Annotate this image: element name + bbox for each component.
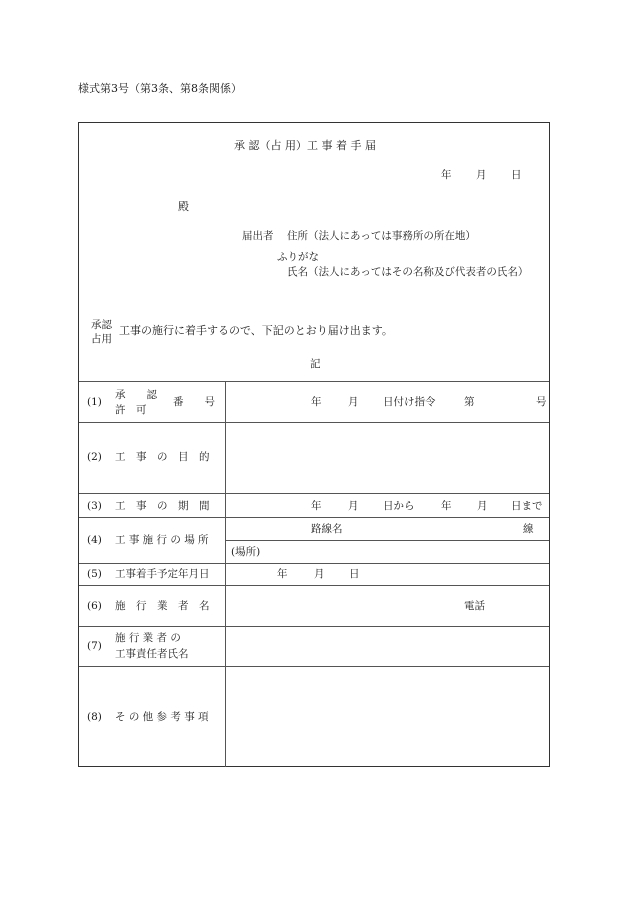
row-5-month: 月 bbox=[314, 568, 325, 580]
row-5-year: 年 bbox=[277, 568, 288, 580]
row-6-label: 施 行 業 者 名 bbox=[115, 600, 210, 612]
row-1-year: 年 bbox=[311, 396, 322, 408]
row-3-until: 日まで bbox=[511, 500, 543, 512]
row-1-label-number: 番 号 bbox=[173, 396, 215, 408]
row-3-month-end: 月 bbox=[477, 500, 488, 512]
label-column-divider bbox=[225, 381, 226, 767]
row-1-go: 号 bbox=[536, 396, 547, 408]
notification-form bbox=[78, 122, 550, 767]
row-1-date-designation: 日付け指令 bbox=[383, 396, 436, 408]
row-7-label-contractor: 施 行 業 者 の bbox=[115, 632, 181, 644]
row-7-label-supervisor: 工事責任者氏名 bbox=[115, 648, 189, 660]
row-5-label: 工事着手予定年月日 bbox=[115, 568, 210, 580]
statement-text: 工事の施行に着手するので、下記のとおり届け出ます。 bbox=[119, 324, 393, 337]
row-divider bbox=[79, 666, 549, 667]
applicant-name-label: 氏名（法人にあってはその名称及び代表者の氏名） bbox=[287, 266, 529, 278]
row-3-year-start: 年 bbox=[311, 500, 322, 512]
row-3-month-start: 月 bbox=[348, 500, 359, 512]
row-divider bbox=[79, 563, 549, 564]
ki-label: 記 bbox=[310, 358, 321, 370]
row-7-number: (7) bbox=[87, 640, 102, 652]
row-1-label-permit: 許 可 bbox=[115, 404, 147, 416]
row-2-label: 工 事 の 目 的 bbox=[115, 451, 210, 463]
row-4-place: (場所) bbox=[231, 546, 261, 558]
row-1-month: 月 bbox=[348, 396, 359, 408]
applicant-label: 届出者 bbox=[242, 230, 274, 242]
row-1-label-approval: 承 認 bbox=[115, 389, 157, 401]
row-divider bbox=[79, 493, 549, 494]
addressee-suffix: 殿 bbox=[178, 200, 189, 213]
row-5-number: (5) bbox=[87, 568, 102, 580]
row-6-number: (6) bbox=[87, 600, 102, 612]
row-divider bbox=[79, 517, 549, 518]
statement-prefix-occupancy: 占用 bbox=[91, 333, 112, 345]
table-top-line bbox=[79, 381, 549, 382]
row-sub-divider bbox=[225, 540, 549, 541]
row-2-number: (2) bbox=[87, 451, 102, 463]
row-3-from: 日から bbox=[383, 500, 415, 512]
row-4-route-name: 路線名 bbox=[311, 523, 343, 535]
row-4-number: (4) bbox=[87, 534, 102, 546]
applicant-address-label: 住所（法人にあっては事務所の所在地） bbox=[287, 230, 476, 242]
row-6-phone-label: 電話 bbox=[464, 600, 485, 612]
row-3-label: 工 事 の 期 間 bbox=[115, 500, 210, 512]
row-5-day: 日 bbox=[349, 568, 360, 580]
row-8-number: (8) bbox=[87, 711, 102, 723]
statement-prefix-approval: 承認 bbox=[91, 319, 112, 331]
form-number-header: 様式第3号（第3条、第8条関係） bbox=[78, 82, 242, 95]
date-year-label: 年 bbox=[441, 169, 452, 181]
row-1-number: (1) bbox=[87, 396, 102, 408]
date-month-label: 月 bbox=[476, 169, 487, 181]
applicant-furigana-label: ふりがな bbox=[277, 251, 319, 263]
row-1-dai: 第 bbox=[464, 396, 475, 408]
row-8-label: そ の 他 参 考 事 項 bbox=[115, 711, 209, 723]
row-divider bbox=[79, 585, 549, 586]
row-divider bbox=[79, 626, 549, 627]
row-3-year-end: 年 bbox=[441, 500, 452, 512]
row-4-line: 線 bbox=[523, 523, 534, 535]
date-day-label: 日 bbox=[511, 169, 522, 181]
row-4-label: 工 事 施 行 の 場 所 bbox=[115, 534, 209, 546]
row-3-number: (3) bbox=[87, 500, 102, 512]
form-title: 承 認（占 用）工 事 着 手 届 bbox=[234, 139, 376, 152]
row-divider bbox=[79, 422, 549, 423]
